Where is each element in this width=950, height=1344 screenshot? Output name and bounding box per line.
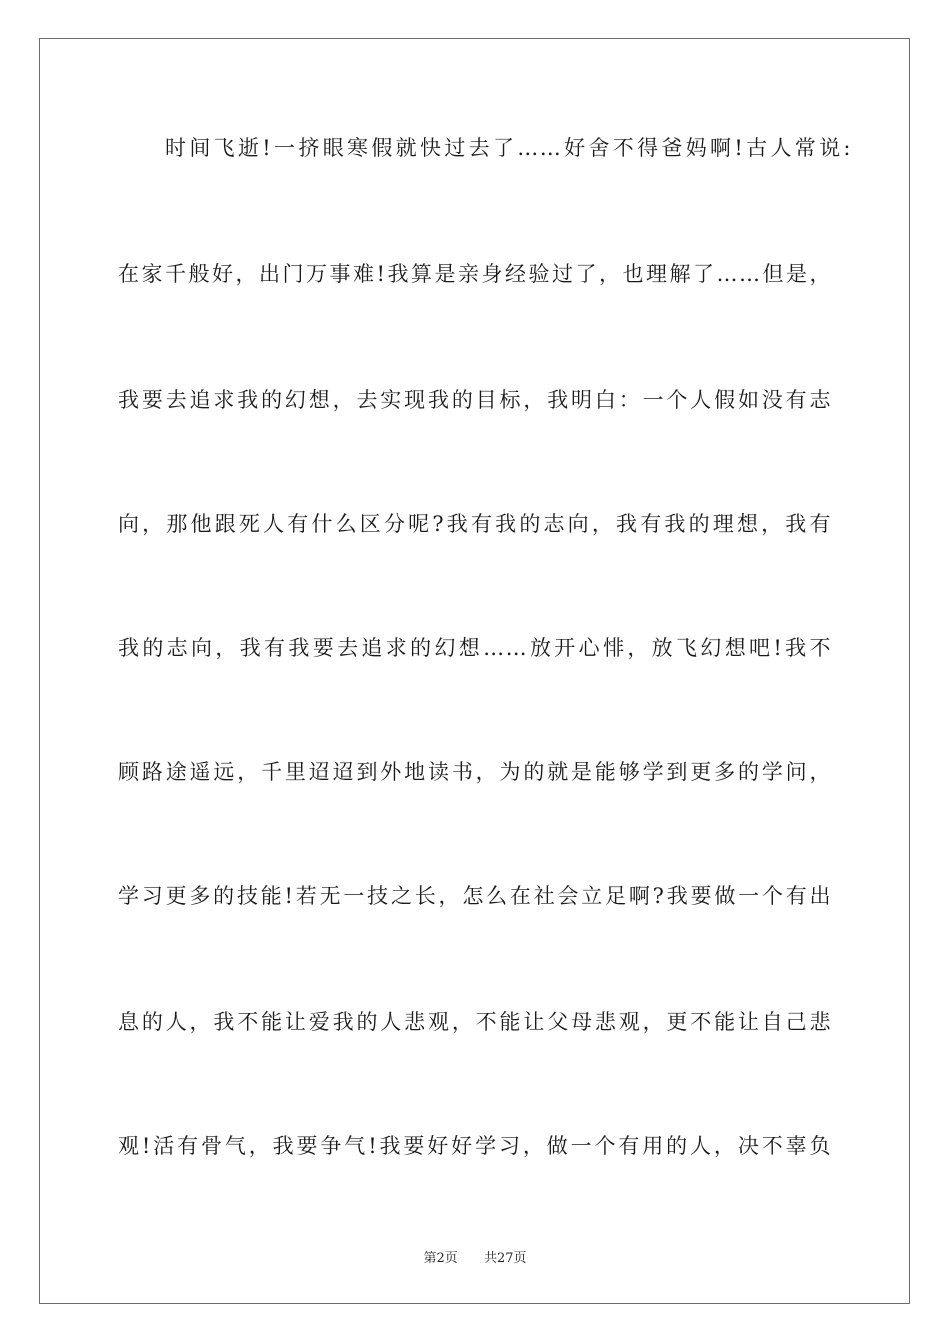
total-pages: 共27页 — [484, 1251, 527, 1266]
paragraph-line: 顾路途遥远，千里迢迢到外地读书，为的就是能够学到更多的学问， — [118, 760, 832, 784]
paragraph-line: 我的志向，我有我要去追求的幻想……放开心悱，放飞幻想吧!我不 — [118, 636, 832, 660]
paragraph-line: 我要去追求我的幻想，去实现我的目标，我明白：一个人假如没有志 — [118, 388, 832, 412]
paragraph-line: 学习更多的技能!若无一技之长，怎么在社会立足啊?我要做一个有出 — [118, 884, 832, 908]
page-border — [39, 38, 910, 1304]
paragraph-line: 息的人，我不能让爱我的人悲观，不能让父母悲观，更不能让自己悲 — [118, 1010, 832, 1034]
paragraph-line: 向，那他跟死人有什么区分呢?我有我的志向，我有我的理想，我有 — [118, 512, 832, 536]
page-footer — [0, 1247, 950, 1266]
paragraph-line: 时间飞逝!一挤眼寒假就快过去了……好舍不得爸妈啊!古人常说: — [165, 136, 852, 160]
paragraph-line: 观!活有骨气，我要争气!我要好好学习，做一个有用的人，决不辜负 — [118, 1134, 832, 1158]
page-number: 第2页 — [423, 1251, 458, 1266]
paragraph-line: 在家千般好，出门万事难!我算是亲身经验过了，也理解了……但是， — [118, 262, 832, 286]
